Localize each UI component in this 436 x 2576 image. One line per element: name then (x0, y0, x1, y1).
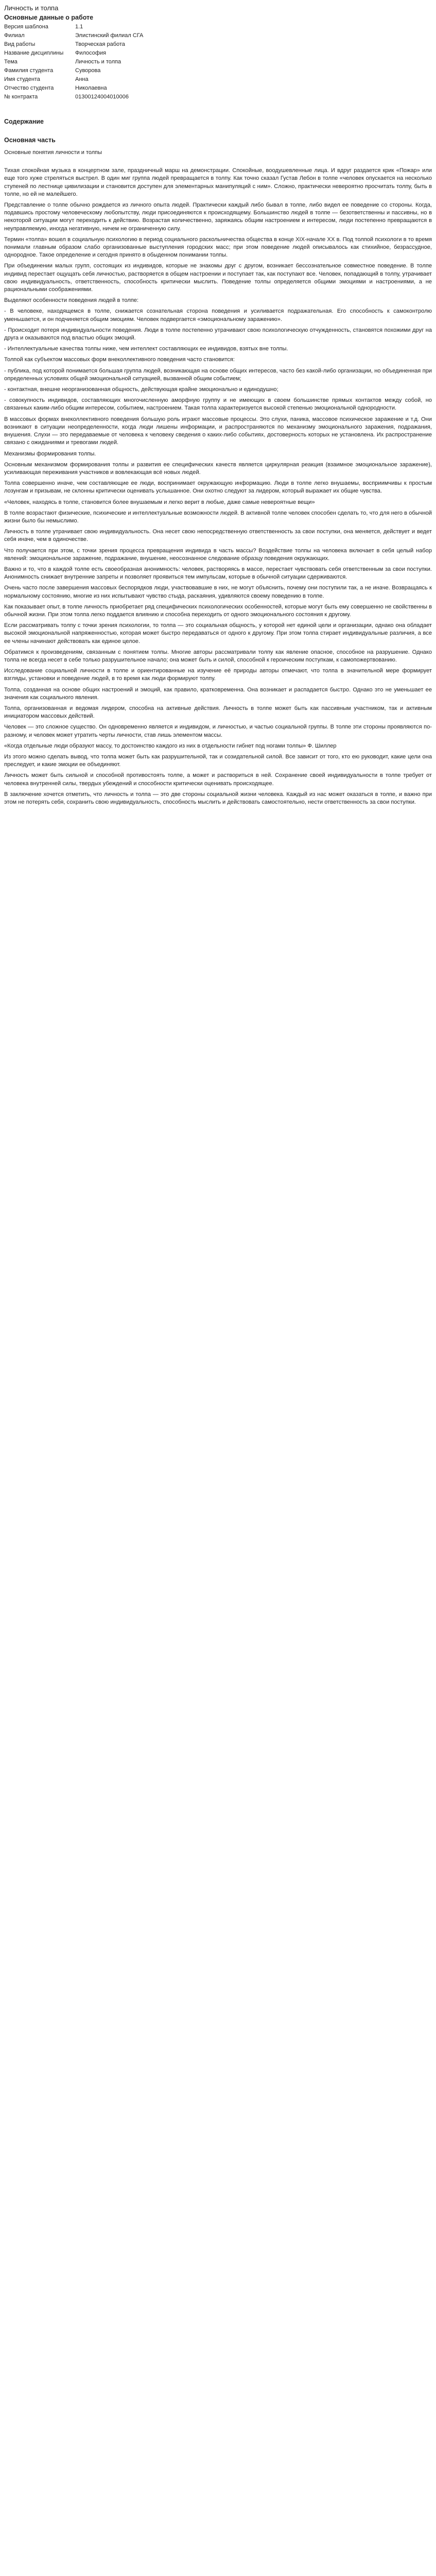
meta-value: 1.1 (75, 24, 83, 30)
paragraph: Механизмы формирования толпы. (4, 450, 96, 457)
paragraph: Толпа, организованная и ведомая лидером, способна на активные действия. Личность в толпе может быть как пассивным участником, так и активным инициатором массовых действий. (4, 705, 432, 720)
main-part-heading: Основная часть (4, 137, 56, 144)
meta-row (4, 66, 143, 75)
paragraph: Исследование социальной личности в толпе и ориентированные на изучение её природы авторы отмечают, что толпа в значительной мере формирует взгляды, установки и поведение людей, в то время как люди формируют толпу. (4, 668, 432, 682)
meta-row (4, 49, 143, 58)
meta-key: № контракта (4, 94, 38, 100)
meta-key: Филиал (4, 32, 25, 39)
paragraph: Как показывает опыт, в толпе личность приобретает ряд специфических психологических особенностей, которые могут быть ему совершенно не свойственны в обычной жизни. При этом толпа легко поддается влиянию и способна переходить от одного эмоционального состояния к другому. (4, 603, 432, 618)
paragraph: «Человек, находясь в толпе, становится более внушаемым и легко верит в любые, даже самые невероятные вещи» (4, 499, 315, 505)
meta-value: Суворова (75, 67, 101, 74)
meta-value: Творческая работа (75, 41, 125, 47)
meta-row (4, 58, 143, 66)
basics-heading: Основные данные о работе (4, 14, 94, 21)
meta-key: Вид работы (4, 41, 36, 47)
paragraph: Важно и то, что в каждой толпе есть своеобразная анонимность: человек, растворяясь в массе, перестает чувствовать себя ответственным за свои поступки. Анонимность снижает внутренние запреты и позволяет проявиться тем импульсам, которые в обычной ситуации сдерживаются. (4, 566, 432, 581)
meta-row (4, 31, 143, 40)
document-title: Личность и толпа (4, 4, 59, 12)
toc-line: Основные понятия личности и толпы (4, 149, 102, 156)
paragraph: Очень часто после завершения массовых беспорядков люди, участвовавшие в них, не могут объяснить, почему они поступили так, а не иначе. Возвращаясь к нормальному состоянию, многие из них испытывают чувство стыда, раскаяния, удивляются своему поведению в толпе. (4, 585, 432, 599)
document-page (0, 0, 436, 806)
paragraph: - Интеллектуальные качества толпы ниже, чем интеллект составляющих ее индивидов, взятых вне толпы. (4, 346, 288, 352)
paragraph: Термин «толпа» вошел в социальную психологию в период социального раскольничества общества в конце XIX-начале XX в. Под толпой психологи в то время понимали главным образом слабо организованные выступления городских масс; при этом поведение людей описывалось как стихийное, безрассудное, однородное. Такое определение и сегодня принято в обыденном понимании толпы. (4, 236, 432, 259)
meta-key: Название дисциплины (4, 50, 64, 56)
paragraph: Личность в толпе утрачивает свою индивидуальность. Она несет свою непосредственную ответственность за свои поступки, она меняется, действует и ведет себя иначе, чем в одиночестве. (4, 529, 432, 543)
paragraph: Основным механизмом формирования толпы и развития ее специфических качеств является циркулярная реакция (взаимное эмоциональное заражение), усиливающая переживания участников и вовлекающая всё новых людей. (4, 461, 432, 476)
meta-key: Имя студента (4, 76, 40, 82)
meta-key: Тема (4, 59, 18, 65)
meta-row (4, 84, 143, 93)
meta-key: Отчество студента (4, 85, 54, 91)
paragraph: Из этого можно сделать вывод, что толпа может быть как разрушительной, так и созидательной силой. Все зависит от того, кто ею руководит, какие цели она преследует, и какие эмоции ее объединяют. (4, 754, 432, 768)
meta-value: 01300124004010006 (75, 94, 129, 100)
meta-row (4, 23, 143, 31)
meta-key: Версия шаблона (4, 24, 48, 30)
paragraph: Толпой как субъектом массовых форм внеколлективного поведения часто становится: (4, 357, 235, 363)
paragraph: - контактная, внешне неорганизованная общность, действующая крайне эмоционально и единодушно; (4, 386, 278, 393)
paragraph: Личность может быть сильной и способной противостоять толпе, а может и раствориться в ней. Сохранение своей индивидуальности в толпе требует от человека внутренней силы, твердых убеждений и способности критически оценивать происходящее. (4, 772, 432, 787)
paragraph: Тихая спокойная музыка в концертном зале, праздничный марш на демонстрации. Спокойные, воодушевленные лица. И вдруг раздается крик «Пожар» или еще того хуже стреляться выстрел. В один миг группа людей превращается в толпу. Как точно сказал Густав Лебон в толпе «человек опускается на несколько ступеней по лестнице цивилизации и становится доступен для элементарных манипуляций с ним». Сложно, практически невероятно просчитать толпу, быть в толпе, но ей не малейшего. (4, 167, 432, 197)
paragraph: Толпа совершенно иначе, чем составляющие ее люди, воспринимает окружающую информацию. Люди в толпе легко внушаемы, восприимчивы к простым лозунгам и призывам, не склонны критически оценивать услышанное. Они охотно следуют за лидером, который выражает их общие чувства. (4, 480, 432, 495)
paragraph: Толпа, созданная на основе общих настроений и эмоций, как правило, кратковременна. Она возникает и распадается быстро. Однако это не уменьшает ее значения как социального явления. (4, 686, 432, 701)
paragraph: В толпе возрастают физические, психические и интеллектуальные возможности людей. В активной толпе человек способен сделать то, что для него в обычной жизни было бы немыслимо. (4, 510, 432, 524)
meta-value: Личность и толпа (75, 59, 121, 65)
paragraph: При объединении малых групп, состоящих из индивидов, которые не знакомы друг с другом, возникает бессознательное совместное поведение. В толпе индивид перестает ощущать себя личностью, растворяется в общем настроении и поступает так, как поступают все. Человек, попадающий в толпу, утрачивает свою индивидуальность, ответственность, способность критически мыслить. Поведение толпы определяется общими эмоциями и настроениями, а не рациональными соображениями. (4, 263, 432, 293)
meta-value: Николаевна (75, 85, 107, 91)
meta-row (4, 75, 143, 84)
paragraph: Если рассматривать толпу с точки зрения психологии, то толпа — это социальная общность, у которой нет единой цели и организации, однако она обладает высокой эмоциональной напряженностью, которая может быстро передаваться от одного к другому. При этом толпа стирает индивидуальные различия, а все ее члены начинают действовать как единое целое. (4, 622, 432, 645)
meta-row (4, 40, 143, 49)
contents-heading: Содержание (4, 118, 44, 125)
meta-value: Анна (75, 76, 89, 82)
paragraph: Выделяют особенности поведения людей в толпе: (4, 297, 139, 304)
meta-value: Философия (75, 50, 107, 56)
meta-table (4, 23, 143, 101)
paragraph: В массовых формах внеколлективного поведения большую роль играют массовые процессы. Это слухи, паника, массовое психическое заражение и т.д. Они возникают в ситуации неопределенности, когда люди лишены информации, и распространяются по механизму эмоционального заражения, подражания, внушения. Слухи — это передаваемые от человека к человеку сведения о каких-либо событиях, достоверность которых не установлена. Их распространение связано с ожиданиями и тревогами людей. (4, 416, 432, 446)
essay-body (4, 167, 432, 806)
paragraph: Представление о толпе обычно рождается из личного опыта людей. Практически каждый либо бывал в толпе, либо видел ее поведение со стороны. Когда, подавшись простому человеческому любопытству, люди присоединяются к происходящему. Большинство людей в толпе — безответственны и пассивны, но в некоторой ситуации могут переходить к действию. Возрастая количественно, заряжаясь общим настроением и интересом, люди постепенно превращаются в неуправляемую, иногда негативную, ничем не ограниченную силу. (4, 202, 432, 232)
paragraph: Обратимся к произведениям, связанным с понятием толпы. Многие авторы рассматривали толпу как явление опасное, способное на разрушение. Однако толпа не всегда несет в себе только разрушительное начало; она может быть и силой, способной к героическим поступкам, к самопожертвованию. (4, 649, 432, 663)
paragraph: Человек — это сложное существо. Он одновременно является и индивидом, и личностью, и частью социальной группы. В толпе эти стороны проявляются по-разному, и человек может утратить черты личности, став лишь элементом массы. (4, 724, 432, 738)
meta-value: Элистинский филиал СГА (75, 32, 144, 39)
paragraph: «Когда отдельные люди образуют массу, то достоинство каждого из них в отдельности гибнет под ногами толпы» Ф. Шиллер (4, 742, 337, 749)
meta-row (4, 93, 143, 101)
paragraph: В заключение хочется отметить, что личность и толпа — это две стороны социальной жизни человека. Каждый из нас может оказаться в толпе, и важно при этом не потерять себя, сохранить свою индивидуальность, способность мыслить и действовать самостоятельно, нести ответственность за свои поступки. (4, 791, 432, 806)
meta-key: Фамилия студента (4, 67, 54, 74)
paragraph: - публика, под которой понимается большая группа людей, возникающая на основе общих интересов, часто без какой-либо организации, но объединенная при определенных условиях общей эмоциональной ситуацией, вызванной общим событием; (4, 367, 432, 382)
paragraph: - Происходит потеря индивидуальности поведения. Люди в толпе постепенно утрачивают свою психологическую отчужденность, становятся похожими друг на друга и оказываются под властью общих эмоций. (4, 327, 432, 342)
paragraph: Что получается при этом, с точки зрения процесса превращения индивида в часть массы? Воздействие толпы на человека включает в себя целый набор явлений: эмоциональное заражение, подражание, внушение, неосознанное следование образцу поведения окружающих. (4, 547, 432, 562)
paragraph: - В человеке, находящемся в толпе, снижается сознательная сторона поведения и усиливается подражательная. Его способность к самоконтролю уменьшается, и он подчиняется общим эмоциям. Человек подвергается «эмоциональному заражению». (4, 308, 432, 323)
paragraph: - совокупность индивидов, составляющих многочисленную аморфную группу и не имеющих в своем большинстве прямых контактов между собой, но связанных каким-либо общим интересом, событием, настроением. Такая толпа характеризуется высокой степенью эмоциональной однородности. (4, 397, 432, 412)
